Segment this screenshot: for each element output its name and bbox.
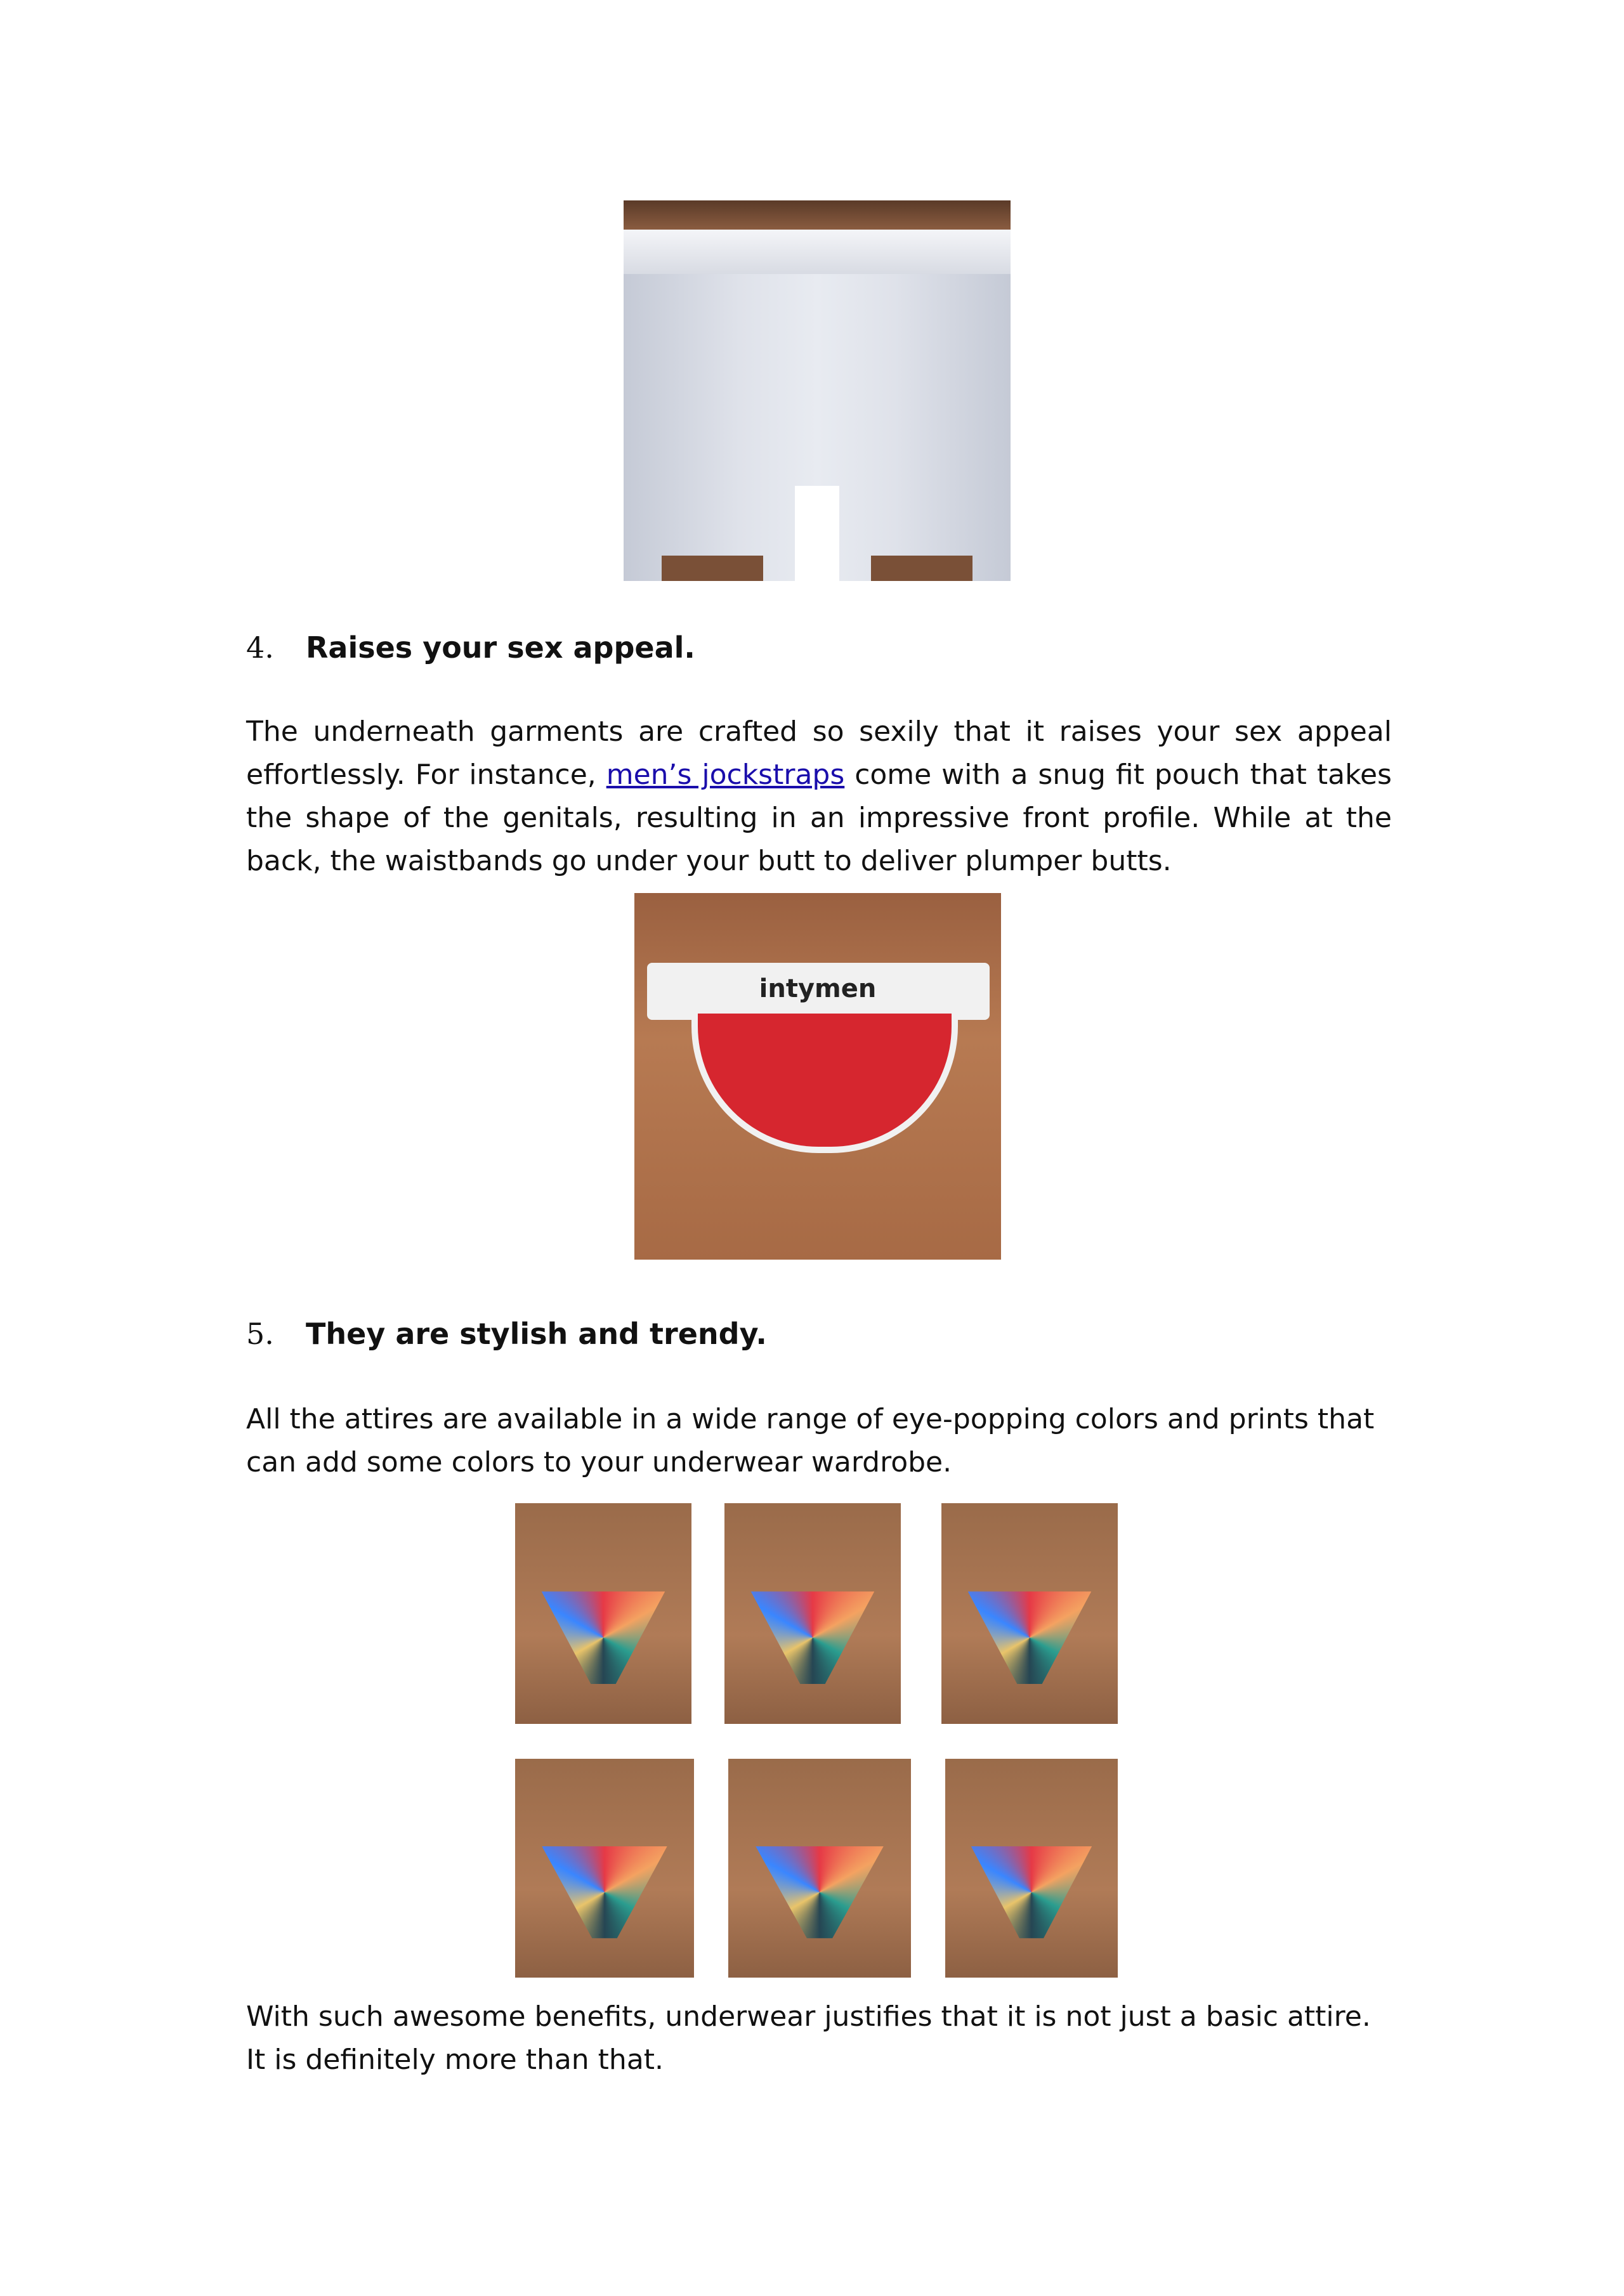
section-4-text-start: The underneath garments are crafted so sexily that it raises your sex appeal effortlessly. For instance,: [246, 715, 1392, 791]
photo-leg-left: [662, 556, 763, 581]
section-5-number: 5.: [246, 1317, 274, 1351]
grid-image-5: [728, 1759, 911, 1978]
red-brief-image: [634, 893, 1001, 1260]
jockstraps-link[interactable]: men’s jockstraps: [606, 759, 845, 791]
photo-pouch: [691, 1014, 958, 1153]
print-pattern: [542, 1846, 667, 1938]
photo-skin-area: [624, 200, 1011, 230]
print-pattern: [971, 1846, 1092, 1938]
print-pattern: [968, 1591, 1092, 1684]
print-pattern: [751, 1591, 875, 1684]
grid-image-3: [941, 1503, 1118, 1724]
section-5-heading: [246, 1317, 767, 1351]
section-5-title: They are stylish and trendy.: [306, 1317, 767, 1351]
section-4-text-end: come with a snug fit pouch that takes the shape of the genitals, resulting in an impressive front profile. While at the back, the waistbands go under your butt to deliver plumper butts.: [246, 759, 1392, 877]
white-briefs-image: [624, 200, 1011, 581]
section-4-paragraph: [246, 710, 1392, 883]
photo-waistband: [624, 230, 1011, 274]
brand-logo-text: intymen: [759, 974, 877, 1003]
grid-image-2: [724, 1503, 901, 1724]
grid-image-4: [515, 1759, 694, 1978]
closing-paragraph: With such awesome benefits, underwear justifies that it is not just a basic attire. It is definitely more than that.: [246, 2000, 1371, 2076]
section-5-paragraph: All the attires are available in a wide range of eye-popping colors and prints that can add some colors to your underwear wardrobe.: [246, 1403, 1375, 1478]
grid-image-6: [945, 1759, 1118, 1978]
section-4-heading: [246, 630, 695, 665]
photo-leg-right: [871, 556, 972, 581]
print-pattern: [542, 1591, 665, 1684]
grid-image-1: [515, 1503, 691, 1724]
print-pattern: [756, 1846, 884, 1938]
photo-leg-gap: [795, 486, 839, 581]
section-4-title: Raises your sex appeal.: [306, 630, 695, 665]
section-4-number: 4.: [246, 630, 274, 665]
